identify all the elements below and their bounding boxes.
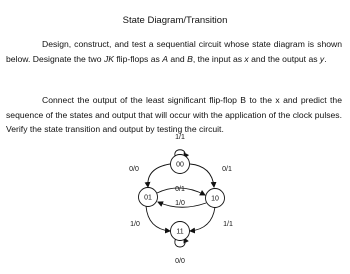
paragraph-1-text-5: and the output as xyxy=(248,53,320,64)
paragraph-2: Connect the output of the least significant flip-flop B to the x and predict the sequence of the states and output that will occur with the application of the clock pulses. Verify the state transition and output by testing the circuit. xyxy=(6,95,342,134)
state-00-label: 00 xyxy=(176,161,184,169)
state-01 xyxy=(139,188,158,207)
flipflop-b: B xyxy=(187,53,193,64)
label-11-11: 0/0 xyxy=(175,258,185,265)
state-11 xyxy=(171,222,190,241)
label-00-10: 0/1 xyxy=(222,166,232,173)
state-11-label: 11 xyxy=(176,228,184,236)
label-01-10: 0/1 xyxy=(175,186,185,193)
transition-00-10 xyxy=(190,164,214,187)
label-00-00: 1/1 xyxy=(175,134,185,141)
jk-term: JK xyxy=(103,53,114,64)
label-10-11: 1/1 xyxy=(223,221,233,228)
flipflop-a: A xyxy=(162,53,168,64)
label-01-11: 1/0 xyxy=(130,221,140,228)
output-y: y xyxy=(319,53,325,64)
input-x: x xyxy=(244,53,249,64)
transition-00-01 xyxy=(148,164,170,187)
paragraph-1-text-6: . xyxy=(324,53,327,64)
paragraph-1-text-1: Design, construct, and test a sequential circuit whose state diagram is shown below. Designate the two xyxy=(6,39,342,64)
transition-01-11 xyxy=(146,206,170,231)
document-title: State Diagram/Transition xyxy=(122,15,228,26)
paragraph-1-text-4: , the input as xyxy=(192,53,245,64)
paragraph-1-text-2: flip-flops as xyxy=(113,53,163,64)
transition-10-11 xyxy=(190,207,215,231)
paragraph-1-text-3: and xyxy=(167,53,188,64)
label-10-01: 1/0 xyxy=(175,200,185,207)
state-10 xyxy=(206,189,225,208)
state-01-label: 01 xyxy=(144,194,152,202)
state-10-label: 10 xyxy=(211,195,219,203)
state-00 xyxy=(171,155,190,174)
label-00-01: 0/0 xyxy=(129,166,139,173)
